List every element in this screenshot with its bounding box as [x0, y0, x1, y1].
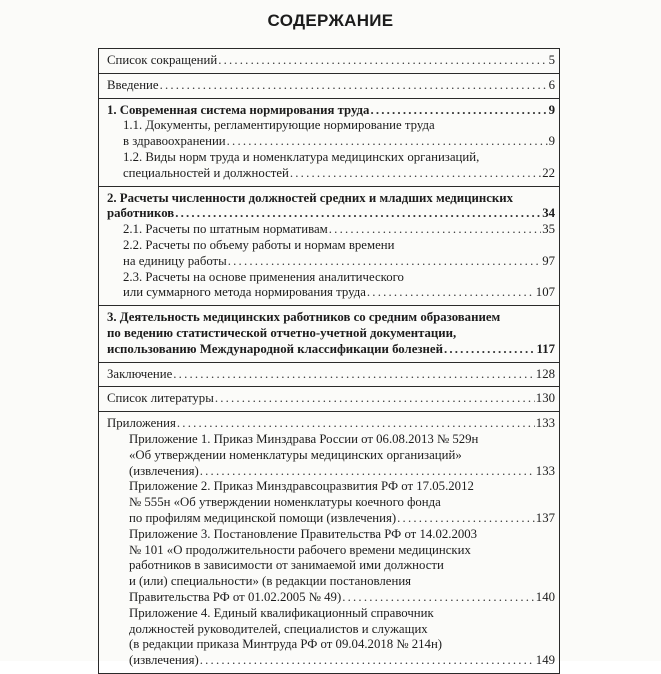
toc-entry-text: должностей руководителей, специалистов и служащих — [129, 621, 428, 636]
toc-entry-text: или суммарного метода нормирования труда — [123, 285, 366, 300]
toc-entry-line — [107, 606, 559, 622]
toc-entry-line — [107, 637, 559, 653]
toc-entry-line — [107, 479, 559, 495]
dot-leader — [342, 590, 535, 606]
toc-section — [98, 306, 560, 362]
toc-entry-text: № 101 «О продолжительности рабочего времени медицинских — [129, 542, 471, 557]
dot-leader — [173, 367, 535, 383]
toc-page-number: 9 — [548, 134, 555, 149]
toc-entry-text: Правительства РФ от 01.02.2005 № 49) — [129, 589, 342, 604]
toc-section — [98, 48, 560, 74]
toc-entry-text: по профилям медицинской помощи (извлечения) — [129, 510, 397, 525]
toc-entry-line — [107, 558, 559, 574]
toc-entry-text: 1.2. Виды норм труда и номенклатура медицинских организаций, — [123, 149, 480, 164]
toc-entry-line — [107, 574, 559, 590]
toc-entry-line — [107, 416, 559, 432]
dot-leader — [215, 391, 535, 407]
toc-section — [98, 99, 560, 187]
toc-entry-line — [107, 118, 559, 134]
toc-page-number: 5 — [548, 53, 555, 67]
toc-section — [98, 387, 560, 412]
toc-entry-text: и (или) специальности» (в редакции постановления — [129, 574, 412, 589]
toc-entry-line — [107, 367, 559, 383]
toc-entry-line — [107, 191, 559, 207]
toc-entry-text: в здравоохранении — [123, 134, 226, 149]
toc-page-number: 128 — [535, 366, 555, 381]
dot-leader — [370, 103, 547, 119]
toc-entry-text: 2.2. Расчеты по объему работы и нормам времени — [123, 237, 395, 252]
toc-entry-text: Заключение — [107, 366, 173, 381]
toc-page-number: 107 — [535, 285, 555, 300]
toc-entry-text: Введение — [107, 77, 159, 92]
toc-entry-line — [107, 134, 559, 150]
dot-leader — [160, 78, 548, 94]
dot-leader — [227, 134, 548, 150]
toc-page-number: 97 — [542, 253, 555, 268]
toc-entry-text: 2. Расчеты численности должностей средних и младших медицинских — [107, 190, 514, 205]
toc-entry-line — [107, 464, 559, 480]
dot-leader — [200, 464, 535, 480]
toc-entry-text: Список литературы — [107, 391, 214, 406]
toc-entry-text: (извлечения) — [129, 463, 199, 478]
page-title: СОДЕРЖАНИЕ — [267, 11, 394, 30]
toc-entry-text: по ведению статистической отчетно-учетной документации, — [107, 325, 457, 340]
toc-entry-line — [107, 432, 559, 448]
toc-entry-text: на единицу работы — [123, 253, 227, 268]
toc-entry-line — [107, 622, 559, 638]
toc-entry-line — [107, 222, 559, 238]
toc-entry-text: (извлечения) — [129, 653, 199, 668]
dot-leader — [177, 416, 535, 432]
toc-entry-line — [107, 511, 559, 527]
dot-leader — [228, 254, 541, 270]
toc-entry-line — [107, 527, 559, 543]
dot-leader — [397, 511, 535, 527]
dot-leader — [444, 342, 536, 358]
table-of-contents — [98, 48, 560, 674]
toc-entry-line — [107, 495, 559, 511]
toc-page-number: 6 — [548, 77, 555, 92]
toc-page-number: 34 — [542, 206, 555, 221]
toc-entry-line — [107, 78, 559, 94]
toc-page-number: 149 — [535, 653, 555, 668]
toc-entry-text: Приложение 3. Постановление Правительства РФ от 14.02.2003 — [129, 526, 478, 541]
toc-page-number: 133 — [535, 463, 555, 478]
toc-entry-text: (в редакции приказа Минтруда РФ от 09.04.2018 № 214н) — [129, 637, 443, 652]
toc-entry-line — [107, 543, 559, 559]
toc-entry-line — [107, 150, 559, 166]
toc-entry-line — [107, 310, 559, 326]
toc-entry-text: специальностей и должностей — [123, 165, 289, 180]
toc-entry-line — [107, 326, 559, 342]
toc-page-number: 130 — [535, 391, 555, 406]
toc-page-number: 35 — [542, 222, 555, 237]
toc-entry-text: Приложение 4. Единый квалификационный справочник — [129, 605, 434, 620]
toc-entry-text: № 555н «Об утверждении номенклатуры коечного фонда — [129, 495, 441, 510]
toc-entry-line — [107, 342, 559, 358]
toc-page-number: 137 — [535, 510, 555, 525]
dot-leader — [329, 222, 541, 238]
toc-entry-line — [107, 391, 559, 407]
toc-page-number: 9 — [548, 102, 555, 117]
dot-leader — [367, 285, 535, 301]
toc-section — [98, 363, 560, 388]
toc-entry-line — [107, 53, 559, 69]
toc-entry-text: Приложение 1. Приказ Минздрава России от 06.08.2013 № 529н — [129, 431, 479, 446]
toc-entry-text: работников в зависимости от занимаемой ими должности — [129, 558, 444, 573]
toc-entry-line — [107, 206, 559, 222]
toc-entry-text: Список сокращений — [107, 53, 218, 67]
dot-leader — [175, 206, 541, 222]
toc-page-number: 22 — [542, 165, 555, 180]
toc-entry-text: 2.3. Расчеты на основе применения аналитического — [123, 269, 404, 284]
toc-section — [98, 187, 560, 307]
toc-entry-text: 3. Деятельность медицинских работников со средним образованием — [107, 310, 501, 325]
toc-page-number: 117 — [536, 341, 555, 356]
toc-page-number: 133 — [535, 416, 555, 431]
toc-entry-line — [107, 448, 559, 464]
toc-entry-text: 2.1. Расчеты по штатным нормативам — [123, 222, 328, 237]
toc-entry-line — [107, 590, 559, 606]
toc-entry-text: Приложение 2. Приказ Минздравсоцразвития РФ от 17.05.2012 — [129, 479, 474, 494]
toc-entry-line — [107, 103, 559, 119]
toc-page-number: 140 — [535, 589, 555, 604]
toc-entry-text: использованию Международной классификации болезней — [107, 341, 443, 356]
dot-leader — [290, 166, 541, 182]
toc-entry-text: 1.1. Документы, регламентирующие нормирование труда — [123, 118, 435, 133]
toc-entry-line — [107, 270, 559, 286]
toc-entry-line — [107, 254, 559, 270]
toc-section — [98, 74, 560, 99]
toc-entry-line — [107, 285, 559, 301]
dot-leader — [218, 53, 547, 69]
toc-entry-text: 1. Современная система нормирования труда — [107, 102, 370, 117]
toc-entry-line — [107, 238, 559, 254]
toc-entry-text: Приложения — [107, 416, 176, 431]
toc-entry-text: «Об утверждении номенклатуры медицинских организаций» — [129, 447, 462, 462]
toc-entry-line — [107, 166, 559, 182]
toc-section — [98, 412, 560, 674]
toc-entry-text: работников — [107, 206, 175, 221]
